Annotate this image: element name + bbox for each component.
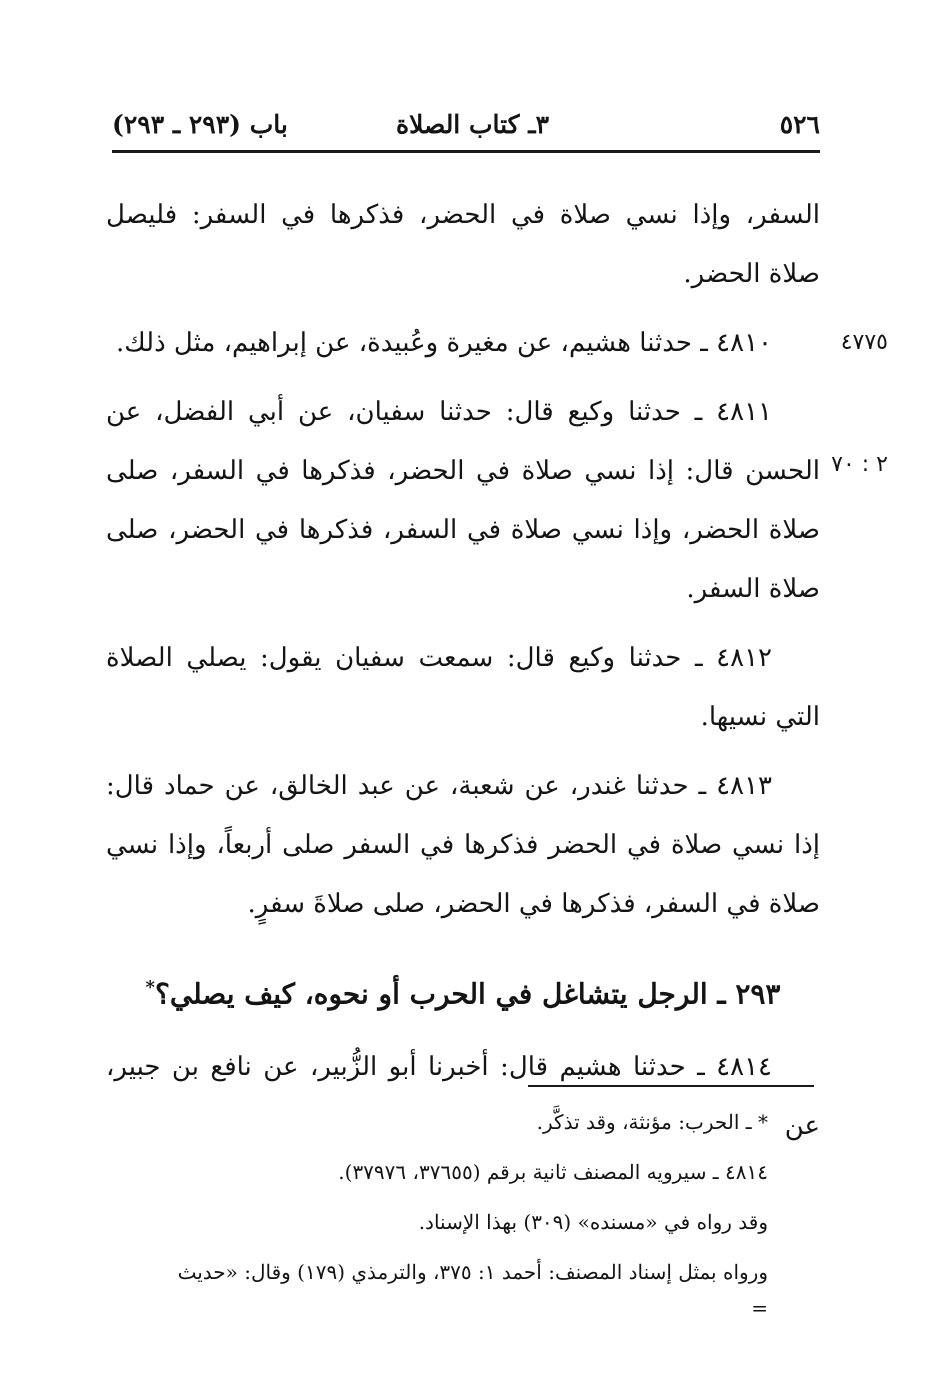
- footnote-4814-b: وقد رواه في «مسنده» (٣٠٩) بهذا الإسناد.: [418, 1210, 768, 1234]
- section-heading-text: ٢٩٣ ـ الرجل يتشاغل في الحرب أو نحوه، كيف يصلي؟: [154, 977, 781, 1011]
- footnote-continuation-mark: =: [751, 1296, 768, 1320]
- footnote-4814-c: ورواه بمثل إسناد المصنف: أحمد ١: ٣٧٥، والترمذي (١٧٩) وقال: «حديث: [177, 1260, 768, 1284]
- book-title: ٣ـ كتاب الصلاة: [396, 110, 550, 139]
- margin-note-2-70: ٢ : ٧٠: [831, 452, 888, 477]
- chapter-range: باب (٢٩٣ ـ ٢٩٣): [112, 110, 288, 139]
- footnote-star-mark: *: [758, 1110, 768, 1134]
- footnote-star: [96, 1104, 768, 1140]
- main-text: [106, 186, 820, 1156]
- hadith-4812: ٤٨١٢ ـ حدثنا وكيع قال: سمعت سفيان يقول: يصلي الصلاة التي نسيها.: [106, 643, 820, 732]
- footnotes: [96, 1104, 768, 1326]
- hadith-4810: ٤٨١٠ ـ حدثنا هشيم، عن مغيرة وعُبيدة، عن إبراهيم، مثل ذلك.: [115, 328, 772, 358]
- hadith-4811: ٤٨١١ ـ حدثنا وكيع قال: حدثنا سفيان، عن أبي الفضل، عن الحسن قال: إذا نسي صلاة في الحضر، فذكرها في السفر، صلى صلاة الحضر، وإذا نسي صلاة في السفر، فذكرها في الحضر، صلى صلاة السفر.: [106, 397, 820, 604]
- footnote-mark: *: [145, 977, 155, 998]
- section-heading-293: [106, 958, 820, 1024]
- hadith-4814: ٤٨١٤ ـ حدثنا هشيم قال: أخبرنا أبو الزُّبير، عن نافع بن جبير، عن: [106, 1052, 820, 1142]
- footnote-divider: [528, 1085, 814, 1087]
- margin-note-4775: ٤٧٧٥: [840, 330, 888, 355]
- header-divider: [112, 150, 820, 153]
- footnote-star-text: ـ الحرب: مؤنثة، وقد تذكَّر.: [536, 1110, 752, 1134]
- continuation-paragraph: السفر، وإذا نسي صلاة في الحضر، فذكرها في السفر: فليصل صلاة الحضر.: [106, 200, 820, 289]
- footnote-4814-a: ٤٨١٤ ـ سيرويه المصنف ثانية برقم (٣٧٦٥٥، ٣٧٩٧٦).: [338, 1160, 768, 1184]
- page-header: [112, 110, 820, 150]
- page-number: ٥٢٦: [779, 110, 820, 139]
- hadith-4813: ٤٨١٣ ـ حدثنا غندر، عن شعبة، عن عبد الخالق، عن حماد قال: إذا نسي صلاة في الحضر فذكرها في السفر صلى أربعاً، وإذا نسي صلاة في السفر، فذكرها في الحضر، صلى صلاةَ سفرٍ.: [106, 771, 820, 919]
